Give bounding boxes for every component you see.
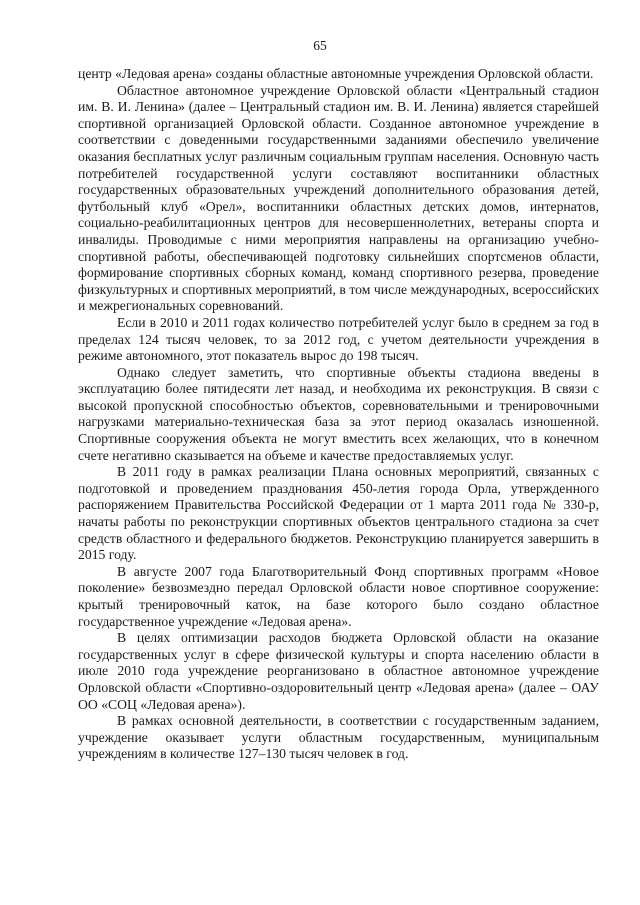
paragraph-reorganization-2010: В целях оптимизации расходов бюджета Орловской области на оказание государственных услуг в сфере физической культуры и спорта населению области в июле 2010 года учреждение реорганизовано в областное автономное учреждение Орловской области «Спортивно-оздоровительный центр «Ледовая арена» (далее – ОАУ ОО «СОЦ «Ледовая арена»). <box>78 630 599 712</box>
paragraph-central-stadium: Областное автономное учреждение Орловской области «Центральный стадион им. В. И. Ленина» (далее – Центральный стадион им. В. И. Ленина) является старейшей спортивной организацией Орловской области. Созданное автономное учреждение в соответствии с доведенными государственными заданиями обеспечило увеличение оказания бесплатных услуг различным социальным группам населения. Основную часть потребителей государственной услуги составляют воспитанники областных государственных образовательных учреждений дополнительного образования детей, футбольный клуб «Орел», воспитанники областных детских домов, интернатов, социально-реабилитационных центров для несовершеннолетних, ветераны спорта и инвалиды. Проводимые с ними мероприятия направлены на организацию учебно-спортивной работы, обеспечивающей подготовку сильнейших спортсменов области, формирование спортивных сборных команд, команд спортивного резерва, проведение физкультурных и спортивных мероприятий, в том числе международных, всероссийских и межрегиональных соревнований. <box>78 82 599 314</box>
page-number: 65 <box>313 38 327 53</box>
paragraph-continuation: центр «Ледовая арена» созданы областные автономные учреждения Орловской области. <box>78 66 594 81</box>
document-body <box>78 66 599 763</box>
paragraph-ice-arena-2007: В августе 2007 года Благотворительный Фонд спортивных программ «Новое поколение» безвозмездно передал Орловской области новое спортивное сооружение: крытый тренировочный каток, на базе которого было создано областное государственное учреждение «Ледовая арена». <box>78 563 599 629</box>
paragraph-consumers-count: Если в 2010 и 2011 годах количество потребителей услуг было в среднем за год в пределах 124 тысяч человек, то за 2012 год, с учетом деятельности учреждения в режиме автономного, этот показатель вырос до 198 тысяч. <box>78 314 599 364</box>
paragraph-reconstruction-need: Однако следует заметить, что спортивные объекты стадиона введены в эксплуатацию более пятидесяти лет назад, и необходима их реконструкция. В связи с высокой пропускной способностью объектов, соревновательными и тренировочными нагрузками материально-техническая база за этот период оказалась изношенной. Спортивные сооружения объекта не могут вместить всех желающих, что в конечном счете негативно сказывается на объеме и качестве предоставляемых услуг. <box>78 364 599 463</box>
paragraph-services-volume: В рамках основной деятельности, в соответствии с государственным заданием, учреждение оказывает услуги областным государственным, муниципальным учреждениям в количестве 127–130 тысяч человек в год. <box>78 713 599 762</box>
paragraph-reconstruction-2011: В 2011 году в рамках реализации Плана основных мероприятий, связанных с подготовкой и проведением празднования 450-летия города Орла, утвержденного распоряжением Правительства Российской Федерации от 1 марта 2011 года № 330-р, начаты работы по реконструкции спортивных объектов центрального стадиона за счет средств областного и федерального бюджетов. Реконструкцию планируется завершить в 2015 году. <box>78 464 599 563</box>
